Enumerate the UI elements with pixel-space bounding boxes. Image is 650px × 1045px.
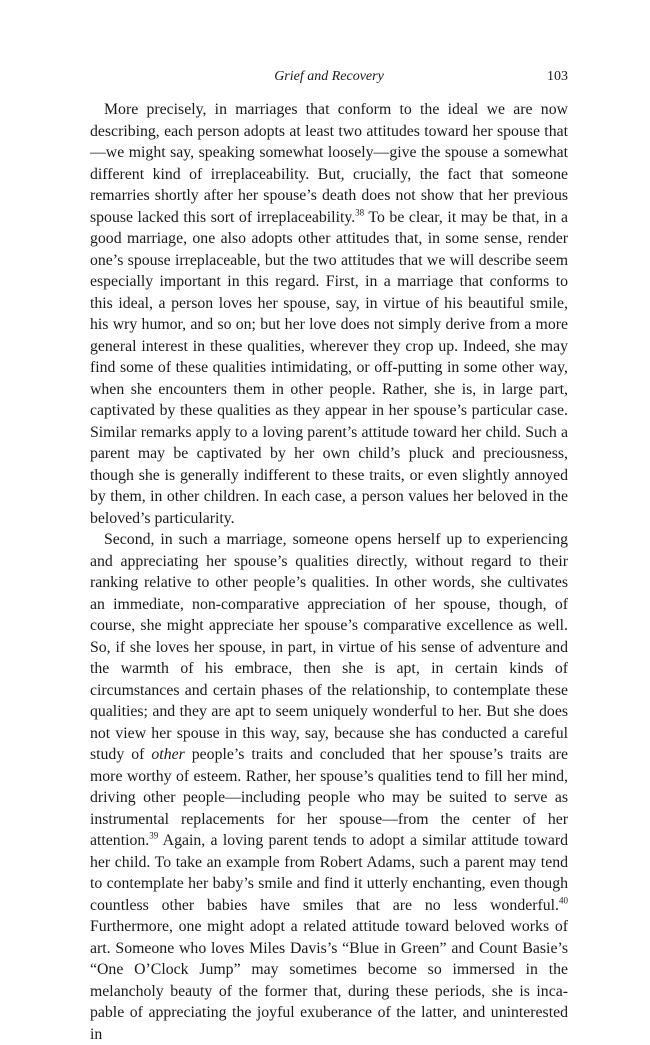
- paragraph: [90, 529, 568, 1045]
- body-text: [90, 99, 568, 1045]
- footnote-marker: 39: [149, 830, 159, 841]
- text-run: Furthermore, one might adopt a related attitude toward beloved works of art. Someone who loves Miles Davis’s “Blue in Green” and Count Basie’s “One O’Clock Jump” may sometimes become so immersed in the melancholy beauty of the former that, during these periods, she is incapable of appreciating the joyful exuberance of the latter, and uninterested in: [90, 918, 568, 1043]
- italic-emphasis: other: [151, 746, 185, 763]
- footnote-marker: 38: [355, 207, 365, 218]
- running-head: [90, 66, 568, 88]
- page-number: 103: [547, 69, 568, 84]
- text-run: Second, in such a marriage, someone opens herself up to experiencing and appreciating her spouse’s qualities directly, without regard to their ranking relative to other people’s qualities. In other words, she cultivates an immediate, non-comparative appreciation of her spouse, though, of course, she might appreciate her spouse’s comparative excellence as well. So, if she loves her spouse, in part, in virtue of his sense of adventure and the warmth of his embrace, then she is apt, in certain kinds of circumstances and certain phases of the relationship, to contemplate these qualities; and they are apt to seem uniquely wonderful to her. But she does not view her spouse in this way, say, because she has conducted a careful study of: [90, 531, 568, 763]
- text-run: Again, a loving parent tends to adopt a similar attitude toward her child. To take an example from Robert Adams, such a parent may tend to contemplate her baby’s smile and find it utterly enchanting, even though countless other babies have smiles that are no less wonderful.: [90, 832, 568, 914]
- paragraph: [90, 99, 568, 529]
- text-run: More precisely, in marriages that conform to the ideal we are now describing, each person adopts at least two attitudes toward her spouse that—we might say, speaking somewhat loosely—give the spouse a somewhat different kind of irreplaceability. But, crucially, the fact that someone remarries shortly after her spouse’s death does not show that her previous spouse lacked this sort of irreplaceability.: [90, 101, 568, 226]
- running-title: Grief and Recovery: [274, 69, 384, 84]
- text-run: To be clear, it may be that, in a good marriage, one also adopts other attitudes that, in some sense, render one’s spouse irreplaceable, but the two attitudes that we will describe seem especially important in this regard. First, in a marriage that conforms to this ideal, a person loves her spouse, say, in virtue of his beautiful smile, his wry humor, and so on; but her love does not simply derive from a more general interest in these qualities, wherever they crop up. Indeed, she may find some of these qualities intimidating, or off-putting in some other way, when she encounters them in other people. Rather, she is, in large part, captivated by these qualities as they appear in her spouse’s particular case. Similar remarks apply to a loving parent’s attitude toward her child. Such a parent may be captivated by her own child’s pluck and preciousness, though she is generally indifferent to these traits, or even slightly annoyed by them, in other children. In each case, a person values her beloved in the beloved’s particularity.: [90, 208, 568, 527]
- footnote-marker: 40: [559, 895, 568, 906]
- text-run: people’s traits and concluded that her spouse’s traits are more worthy of esteem. Rather, her spouse’s qualities tend to fill her mind, driving other people—including people who may be suited to serve as instrumental replacements for her spouse—from the center of her attention.: [90, 746, 568, 849]
